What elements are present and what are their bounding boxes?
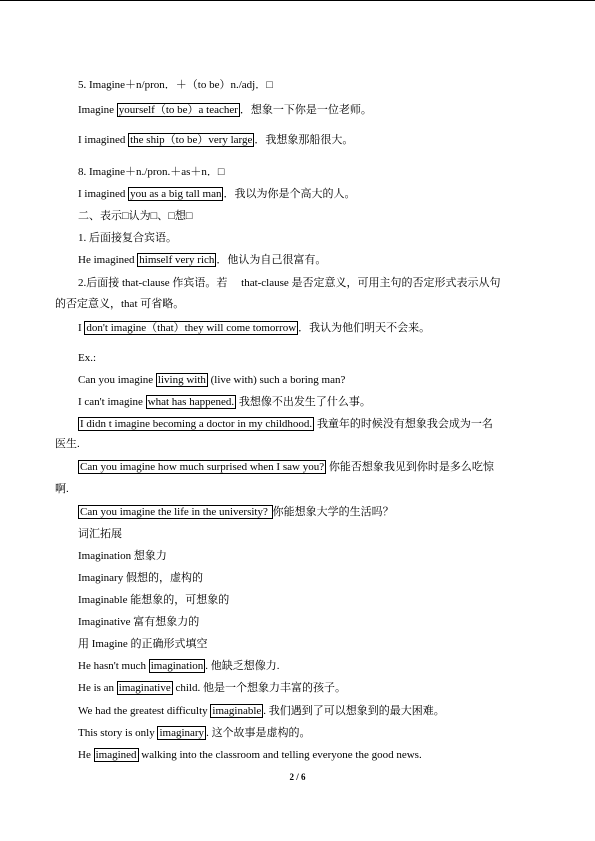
boxed-phrase: himself very rich: [139, 254, 215, 266]
text-line: [78, 704, 445, 719]
text-line: [78, 133, 353, 148]
text-line: [78, 681, 346, 696]
text-segment: He is an: [78, 682, 117, 694]
text-line: [78, 253, 326, 268]
text-line: [78, 615, 199, 630]
text-line: [78, 351, 96, 366]
text-line: [78, 231, 177, 246]
text-segment: I: [78, 322, 85, 334]
text-segment: 1. 后面接复合宾语。: [78, 232, 177, 244]
text-line: [78, 78, 273, 93]
text-segment: 词汇拓展: [78, 528, 122, 540]
text-segment: 你能否想象我见到你时是多么吃惊: [326, 461, 494, 473]
text-segment: 我童年的时候没有想象我会成为一名: [314, 418, 493, 430]
text-segment: ．我以为你是个高大的人。: [223, 188, 356, 200]
text-line: [78, 209, 193, 224]
boxed-phrase: don't imagine（that）they will come tomorrow: [86, 322, 297, 334]
text-segment: I imagined: [78, 134, 129, 146]
text-segment: Ex.:: [78, 352, 97, 364]
text-segment: 啊.: [55, 483, 69, 495]
boxed-phrase: the ship（to be）very large: [130, 134, 253, 146]
text-segment: Can you imagine: [78, 374, 156, 386]
text-line: [55, 297, 184, 312]
boxed-phrase: I didn t imagine becoming a doctor in my childhood.: [80, 418, 313, 430]
text-segment: I imagined: [78, 188, 129, 200]
text-line: [78, 321, 430, 336]
text-segment: 你能想象大学的生活吗？: [272, 506, 394, 518]
text-segment: 5. Imagine＋n/pron．＋（to be）n./adj．□: [78, 79, 273, 91]
text-segment: walking into the classroom and telling everyone the good news.: [138, 749, 422, 761]
text-line: [78, 659, 280, 674]
boxed-phrase: what has happened.: [147, 396, 235, 408]
text-segment: ．想象一下你是一位老师。: [239, 104, 372, 116]
boxed-phrase: Can you imagine the life in the university?: [80, 506, 271, 518]
boxed-phrase: yourself（to be）a teacher: [118, 104, 238, 116]
boxed-phrase: imaginary: [159, 727, 205, 739]
text-segment: Imagine: [78, 104, 117, 116]
text-segment: He imagined: [78, 254, 138, 266]
boxed-phrase: you as a big tall man: [130, 188, 222, 200]
text-segment: . 他缺乏想像力.: [205, 660, 280, 672]
text-segment: He: [78, 749, 94, 761]
text-segment: 2.后面接 that-clause 作宾语。若 that-clause 是否定意义，可用主句的否定形式表示从句: [78, 277, 501, 289]
text-line: [78, 527, 122, 542]
boxed-phrase: imagined: [95, 749, 137, 761]
text-line: [78, 165, 225, 180]
text-segment: Imagination 想象力: [78, 550, 167, 562]
text-segment: (live with) such a boring man?: [207, 374, 346, 386]
text-line: [78, 549, 167, 564]
text-line: [78, 637, 208, 652]
text-line: [78, 571, 203, 586]
text-segment: . 这个故事是虚构的。: [206, 727, 311, 739]
page-number: 2 / 6: [289, 772, 306, 782]
text-segment: He hasn't much: [78, 660, 149, 672]
text-segment: ．我想象那船很大。: [254, 134, 354, 146]
text-line: [78, 417, 493, 432]
text-segment: 二、表示□认为□、□想□: [78, 210, 193, 222]
text-line: [78, 593, 229, 608]
boxed-phrase: living with: [157, 374, 206, 386]
text-line: [78, 505, 394, 520]
text-segment: This story is only: [78, 727, 158, 739]
text-segment: Imaginary 假想的，虚构的: [78, 572, 203, 584]
text-line: [55, 482, 69, 497]
text-segment: 我想像不出发生了什么事。: [236, 396, 371, 408]
text-segment: Imaginative 富有想象力的: [78, 616, 200, 628]
text-line: [78, 187, 355, 202]
text-segment: I can't imagine: [78, 396, 146, 408]
boxed-phrase: imaginable: [212, 705, 262, 717]
text-line: [78, 373, 345, 388]
text-segment: ．我认为他们明天不会来。: [298, 322, 431, 334]
text-line: [78, 726, 311, 741]
text-segment: Imaginable 能想象的，可想象的: [78, 594, 230, 606]
text-line: [78, 395, 371, 410]
text-segment: . 我们遇到了可以想象到的最大困难。: [263, 705, 445, 717]
text-segment: ．他认为自己很富有。: [216, 254, 327, 266]
text-segment: 医生.: [55, 438, 80, 450]
boxed-phrase: imaginative: [118, 682, 171, 694]
text-line: [78, 460, 494, 475]
text-segment: child. 他是一个想象力丰富的孩子。: [172, 682, 346, 694]
boxed-phrase: Can you imagine how much surprised when I saw you?: [80, 461, 325, 473]
text-line: [78, 103, 372, 118]
text-segment: 8. Imagine＋n./pron.＋as＋n．□: [78, 166, 225, 178]
text-segment: 用 Imagine 的正确形式填空: [78, 638, 208, 650]
text-segment: We had the greatest difficulty: [78, 705, 211, 717]
boxed-phrase: imagination: [150, 660, 204, 672]
text-segment: 的否定意义，that 可省略。: [55, 298, 185, 310]
text-line: [78, 748, 422, 763]
page-top-rule: [0, 0, 595, 1]
text-line: [78, 276, 501, 291]
text-line: [55, 437, 80, 452]
